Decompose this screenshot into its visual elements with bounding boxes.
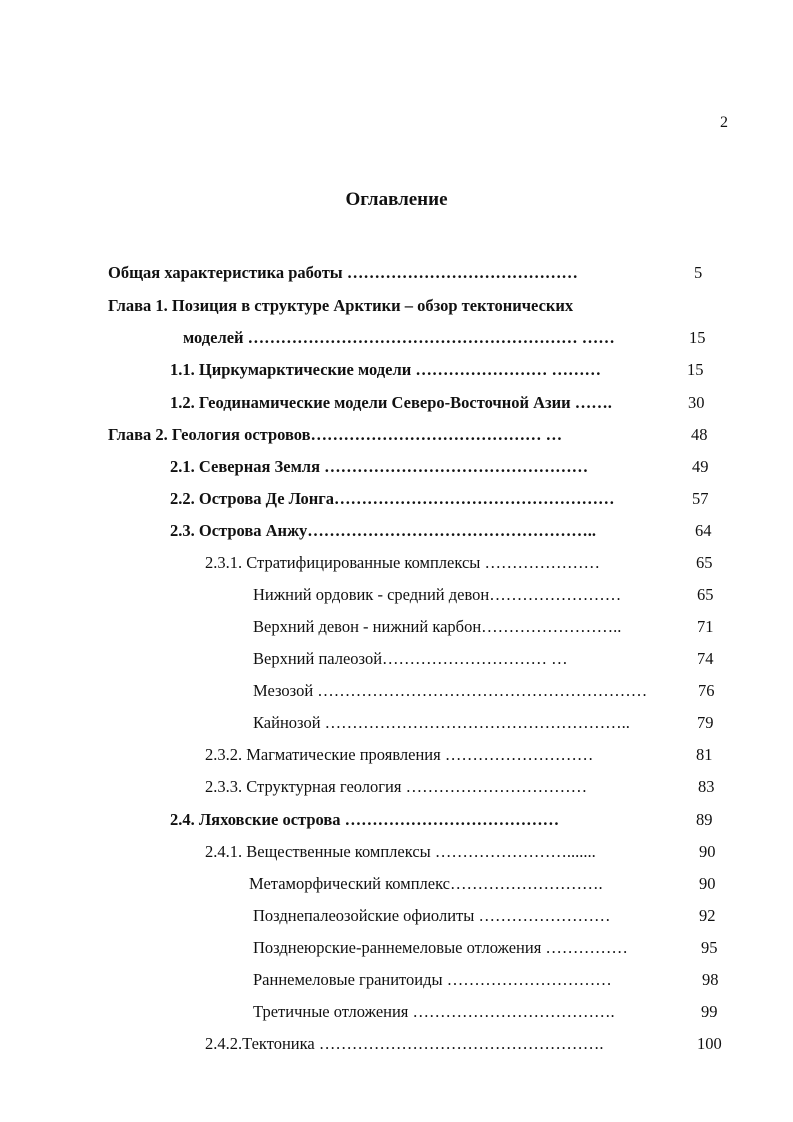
page-number: 2 [720,114,728,131]
page-title: Оглавление [345,189,448,210]
toc-entry-2-3-1: 2.3.1. Стратифицированные комплексы ………………… [205,553,600,572]
toc-entry-2-4: 2.4. Ляховские острова ………………………………… [170,810,560,829]
toc-page-number: 79 [697,713,714,732]
toc-entry-cenozoic: Кайнозой ……………………………………………….. [253,713,630,732]
toc-page-number: 98 [702,970,719,989]
toc-entry-chapter-1: Глава 1. Позиция в структуре Арктики – обзор тектонических [108,296,574,315]
toc-page-number: 5 [694,263,703,282]
toc-page-number: 92 [699,906,716,925]
toc-entry-granitoids: Раннемеловые гранитоиды ………………………… [253,970,612,989]
toc-page-number: 99 [701,1002,718,1021]
toc-page-number: 15 [687,360,704,379]
toc-page-number: 74 [697,649,714,668]
toc-entry-ordovician-devonian: Нижний ордовик - средний девон…………………… [253,585,622,604]
toc-entry-devonian-carboniferous: Верхний девон - нижний карбон…………………….. [253,617,622,636]
toc-entry-upper-paleozoic: Верхний палеозой………………………… … [253,649,568,668]
toc-entry-mesozoic: Мезозой …………………………………………………… [253,681,648,700]
toc-page-number: 65 [697,585,714,604]
toc-page-number: 48 [691,425,708,444]
toc-entry-2-4-1: 2.4.1. Вещественные комплексы ……………………....... [205,842,596,861]
toc-page-number: 64 [695,521,712,540]
toc-entry-2-1: 2.1. Северная Земля ………………………………………… [170,457,589,476]
toc-entry-tertiary: Третичные отложения ………………………………. [253,1002,615,1021]
toc-page-number: 15 [689,328,706,347]
toc-entry-chapter-1-cont: моделей …………………………………………………… …… [183,328,615,347]
toc-page-number: 76 [698,681,715,700]
toc-entry-2-4-2: 2.4.2.Тектоника ……………………………………………. [205,1034,604,1053]
toc-entry-jurassic-cretaceous: Позднеюрские-раннемеловые отложения …………… [253,938,628,957]
toc-page-number: 57 [692,489,709,508]
toc-entry-general: Общая характеристика работы …………………………………… [108,263,578,282]
toc-entry-ophiolites: Позднепалеозойские офиолиты …………………… [253,906,611,925]
toc-page-number: 81 [696,745,713,764]
toc-page-number: 71 [697,617,714,636]
toc-page-number: 90 [699,842,716,861]
toc-page-number: 90 [699,874,716,893]
toc-page-number: 83 [698,777,715,796]
toc-page-number: 100 [697,1034,722,1053]
toc-page-number: 95 [701,938,718,957]
toc-entry-2-3: 2.3. Острова Анжу…………………………………………….. [170,521,597,540]
toc-entry-metamorphic: Метаморфический комплекс………………………. [249,874,603,893]
toc-entry-2-3-2: 2.3.2. Магматические проявления ……………………… [205,745,594,764]
toc-page-number: 65 [696,553,713,572]
toc-entry-2-3-3: 2.3.3. Структурная геология …………………………… [205,777,588,796]
toc-page-number: 89 [696,810,713,829]
toc-entry-2-2: 2.2. Острова Де Лонга…………………………………………… [170,489,615,508]
toc-entry-chapter-2: Глава 2. Геология островов…………………………………… … [108,425,563,444]
toc-entry-1-2: 1.2. Геодинамические модели Северо-Восточной Азии ……. [170,393,612,412]
toc-page-number: 30 [688,393,705,412]
toc-entry-1-1: 1.1. Циркумарктические модели …………………… ……… [170,360,601,379]
toc-page-number: 49 [692,457,709,476]
